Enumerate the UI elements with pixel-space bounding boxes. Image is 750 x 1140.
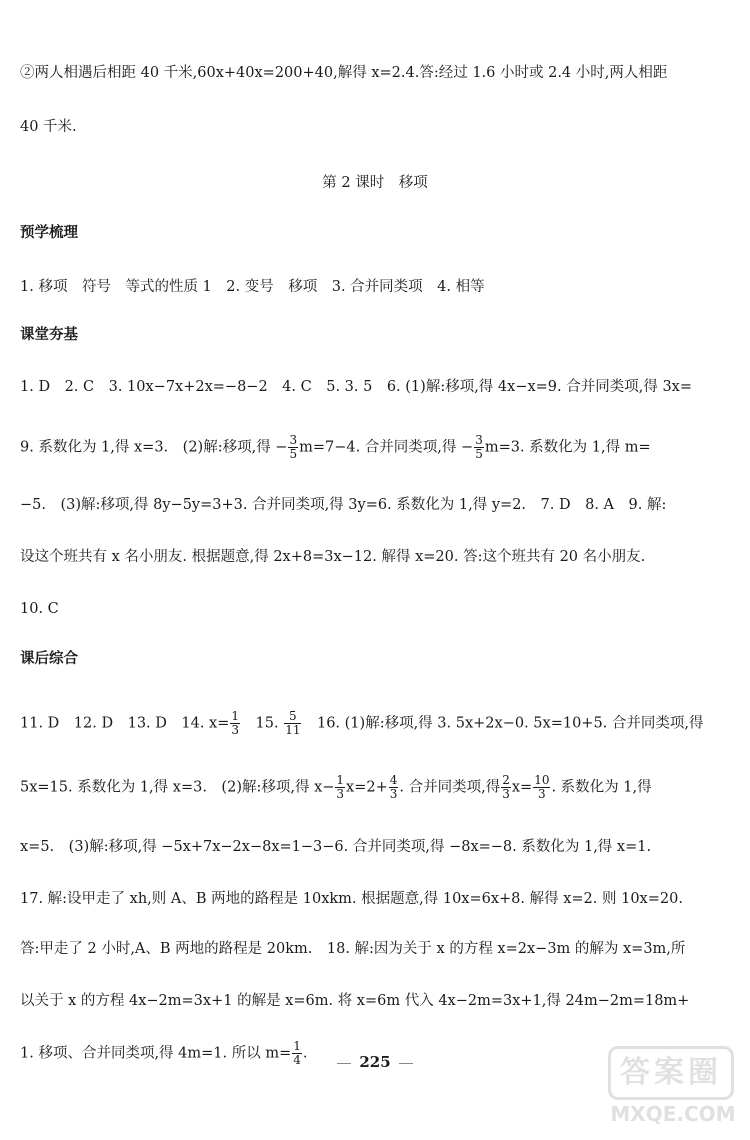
- fraction-numerator: 1: [231, 709, 240, 723]
- text-line: 以关于 x 的方程 4x−2m=3x+1 的解是 x=6m. 将 x=6m 代入 4x−2m=3x+1,得 24m−2m=18m+: [20, 993, 690, 1009]
- text-line: 1. 移项 符号 等式的性质 1 2. 变号 移项 3. 合并同类项 4. 相等: [20, 279, 485, 295]
- section-heading-class: 课堂夯基: [20, 327, 78, 343]
- fraction-denominator: 3: [538, 787, 546, 801]
- text-segment: 11. D 12. D 13. D 14. x=: [20, 715, 230, 732]
- fraction-numerator: 5: [284, 710, 301, 724]
- fraction-denominator: 3: [336, 787, 345, 801]
- page-number: 225: [359, 1053, 391, 1071]
- text-line: x=5. (3)解:移项,得 −5x+7x−2x−8x=1−3−6. 合并同类项,得 −8x=−8. 系数化为 1,得 x=1.: [20, 839, 652, 855]
- text-line: 10. C: [20, 601, 59, 617]
- text-line: [20, 774, 730, 801]
- fraction-numerator: 2: [502, 773, 510, 787]
- text-segment: 5x=15. 系数化为 1,得 x=3. (2)解:移项,得 x−: [20, 779, 335, 796]
- text-segment: x=: [511, 779, 533, 796]
- text-line: −5. (3)解:移项,得 8y−5y=3+3. 合并同类项,得 3y=6. 系数化为 1,得 y=2. 7. D 8. A 9. 解:: [20, 497, 667, 513]
- fraction-numerator: 1: [293, 1039, 301, 1053]
- fraction: [284, 710, 301, 737]
- text-segment: 9. 系数化为 1,得 x=3. (2)解:移项,得 −: [20, 439, 288, 456]
- watermark-text: 答案圈: [608, 1046, 734, 1100]
- fraction-numerator: 3: [475, 433, 483, 447]
- fraction-denominator: 3: [389, 787, 398, 801]
- fraction-denominator: 3: [231, 723, 240, 737]
- watermark-logo: [608, 1046, 738, 1132]
- text-segment: 15.: [241, 715, 284, 732]
- fraction: [501, 774, 511, 801]
- fraction-numerator: 4: [389, 773, 398, 787]
- fraction-numerator: 10: [534, 773, 550, 787]
- text-line: [20, 710, 730, 737]
- divider: [337, 1063, 351, 1064]
- fraction-denominator: 4: [293, 1053, 301, 1067]
- fraction-denominator: 3: [502, 787, 510, 801]
- text-segment: m=3. 系数化为 1,得 m=: [484, 439, 651, 456]
- text-line: 17. 解:设甲走了 xh,则 A、B 两地的路程是 10xkm. 根据题意,得 10x=6x+8. 解得 x=2. 则 10x=20.: [20, 891, 683, 907]
- fraction: [288, 434, 298, 461]
- watermark-url: MXQE.COM: [610, 1102, 736, 1126]
- text-segment: 1. 移项、合并同类项,得 4m=1. 所以 m=: [20, 1045, 292, 1062]
- fraction: [335, 774, 345, 801]
- text-segment: . 系数化为 1,得: [551, 779, 652, 796]
- fraction: [474, 434, 484, 461]
- fraction-numerator: 1: [336, 773, 345, 787]
- section-heading-preview: 预学梳理: [20, 225, 78, 241]
- text-segment: x=2+: [346, 779, 388, 796]
- lesson-title: 第 2 课时 移项: [322, 175, 428, 191]
- text-line: 40 千米.: [20, 119, 77, 135]
- fraction-denominator: 5: [289, 447, 298, 461]
- divider: [399, 1063, 413, 1064]
- fraction-denominator: 11: [285, 723, 301, 737]
- text-line: 1. D 2. C 3. 10x−7x+2x=−8−2 4. C 5. 3. 5 6. (1)解:移项,得 4x−x=9. 合并同类项,得 3x=: [20, 379, 693, 395]
- section-heading-after: 课后综合: [20, 651, 78, 667]
- fraction: [389, 774, 399, 801]
- text-line: 答:甲走了 2 小时,A、B 两地的路程是 20km. 18. 解:因为关于 x 的方程 x=2x−3m 的解为 x=3m,所: [20, 941, 686, 957]
- text-line: [20, 434, 730, 461]
- fraction-denominator: 5: [475, 447, 483, 461]
- text-line: 设这个班共有 x 名小朋友. 根据题意,得 2x+8=3x−12. 解得 x=20. 答:这个班共有 20 名小朋友.: [20, 549, 646, 565]
- text-line: ②两人相遇后相距 40 千米,60x+40x=200+40,解得 x=2.4.答:经过 1.6 小时或 2.4 小时,两人相距: [20, 65, 668, 81]
- text-segment: . 合并同类项,得: [399, 779, 501, 796]
- fraction: [533, 774, 550, 801]
- fraction-numerator: 3: [289, 433, 298, 447]
- text-segment: m=7−4. 合并同类项,得 −: [299, 439, 474, 456]
- text-segment: 16. (1)解:移项,得 3. 5x+2x−0. 5x=10+5. 合并同类项,得: [302, 715, 704, 732]
- fraction: [230, 710, 240, 737]
- text-segment: .: [302, 1045, 308, 1062]
